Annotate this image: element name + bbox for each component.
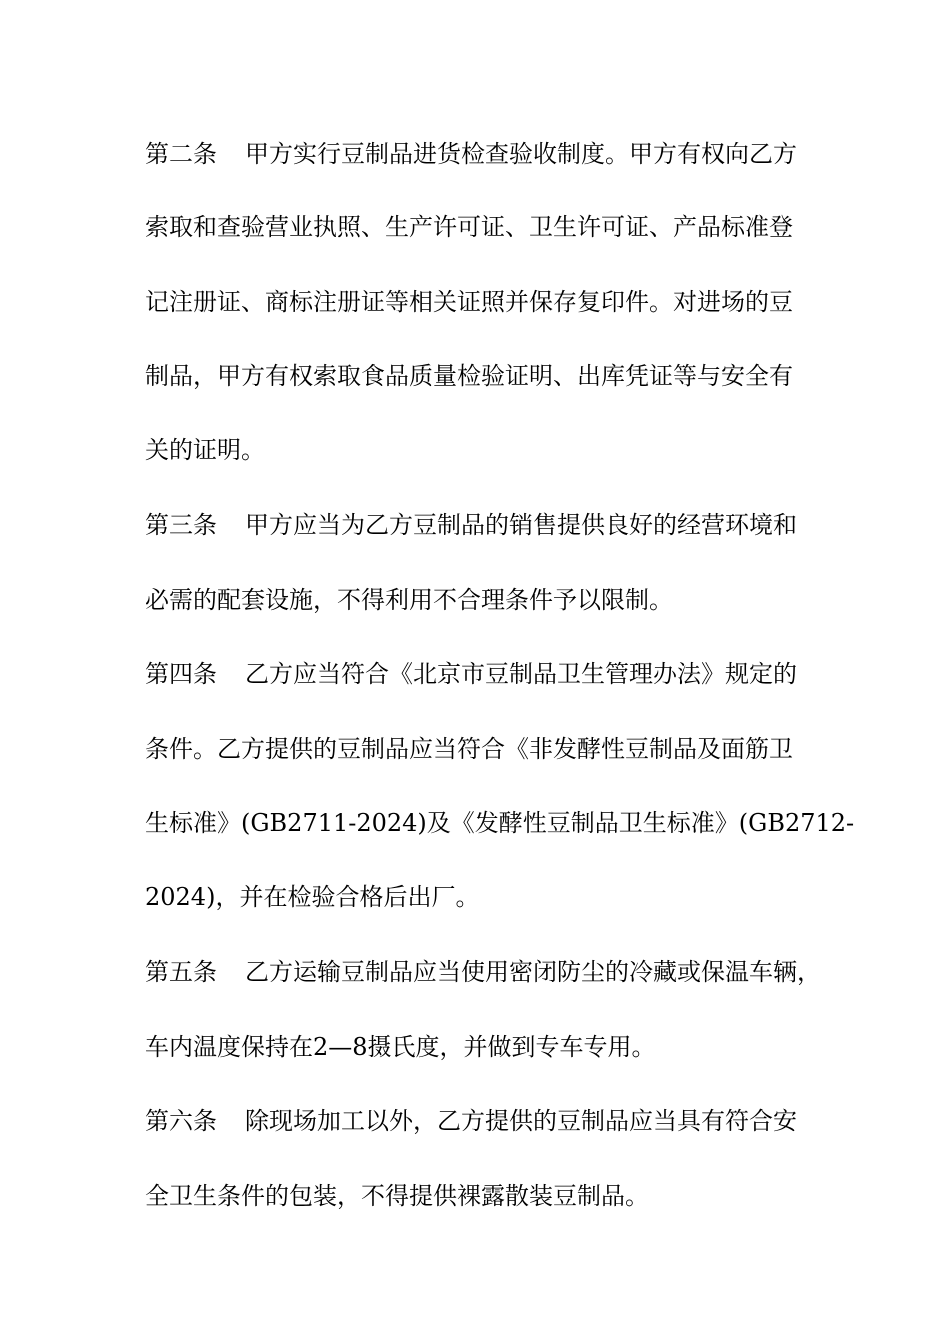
- article-5-line-1: [145, 956, 835, 988]
- article-6-text-1: 除现场加工以外，乙方提供的豆制品应当具有符合安: [245, 1107, 797, 1135]
- article-4-line-2: 条件。乙方提供的豆制品应当符合《非发酵性豆制品及面筋卫: [145, 735, 793, 763]
- article-2-heading: 第二条: [145, 140, 217, 168]
- article-3-heading: 第三条: [145, 511, 217, 539]
- article-3-line-1: [145, 509, 835, 541]
- article-3-text-1: 甲方应当为乙方豆制品的销售提供良好的经营环境和: [245, 511, 797, 539]
- article-4-line-1: [145, 658, 835, 690]
- article-2-text-1: 甲方实行豆制品进货检查验收制度。甲方有权向乙方: [245, 140, 797, 168]
- article-5-text-1: 乙方运输豆制品应当使用密闭防尘的冷藏或保温车辆，: [245, 958, 821, 986]
- article-5-line-2: 车内温度保持在2—8摄氏度，并做到专车专用。: [145, 1033, 656, 1061]
- article-4-heading: 第四条: [145, 660, 217, 688]
- article-5-heading: 第五条: [145, 958, 217, 986]
- article-6-line-2: 全卫生条件的包装，不得提供裸露散装豆制品。: [145, 1182, 649, 1210]
- article-2-line-5: 关的证明。: [145, 436, 265, 464]
- article-3-line-2: 必需的配套设施，不得利用不合理条件予以限制。: [145, 586, 673, 614]
- article-2-line-2: 索取和查验营业执照、生产许可证、卫生许可证、产品标准登: [145, 213, 793, 241]
- article-2-line-4: 制品，甲方有权索取食品质量检验证明、出库凭证等与安全有: [145, 362, 793, 390]
- article-6-line-1: [145, 1105, 835, 1137]
- article-4-line-4: 2024)，并在检验合格后出厂。: [145, 883, 480, 911]
- article-2-line-1: [145, 138, 835, 170]
- article-4-line-3: 生标准》(GB2711-2024)及《发酵性豆制品卫生标准》(GB2712-: [145, 809, 855, 837]
- article-2-line-3: 记注册证、商标注册证等相关证照并保存复印件。对进场的豆: [145, 288, 793, 316]
- article-4-text-1: 乙方应当符合《北京市豆制品卫生管理办法》规定的: [245, 660, 797, 688]
- article-6-heading: 第六条: [145, 1107, 217, 1135]
